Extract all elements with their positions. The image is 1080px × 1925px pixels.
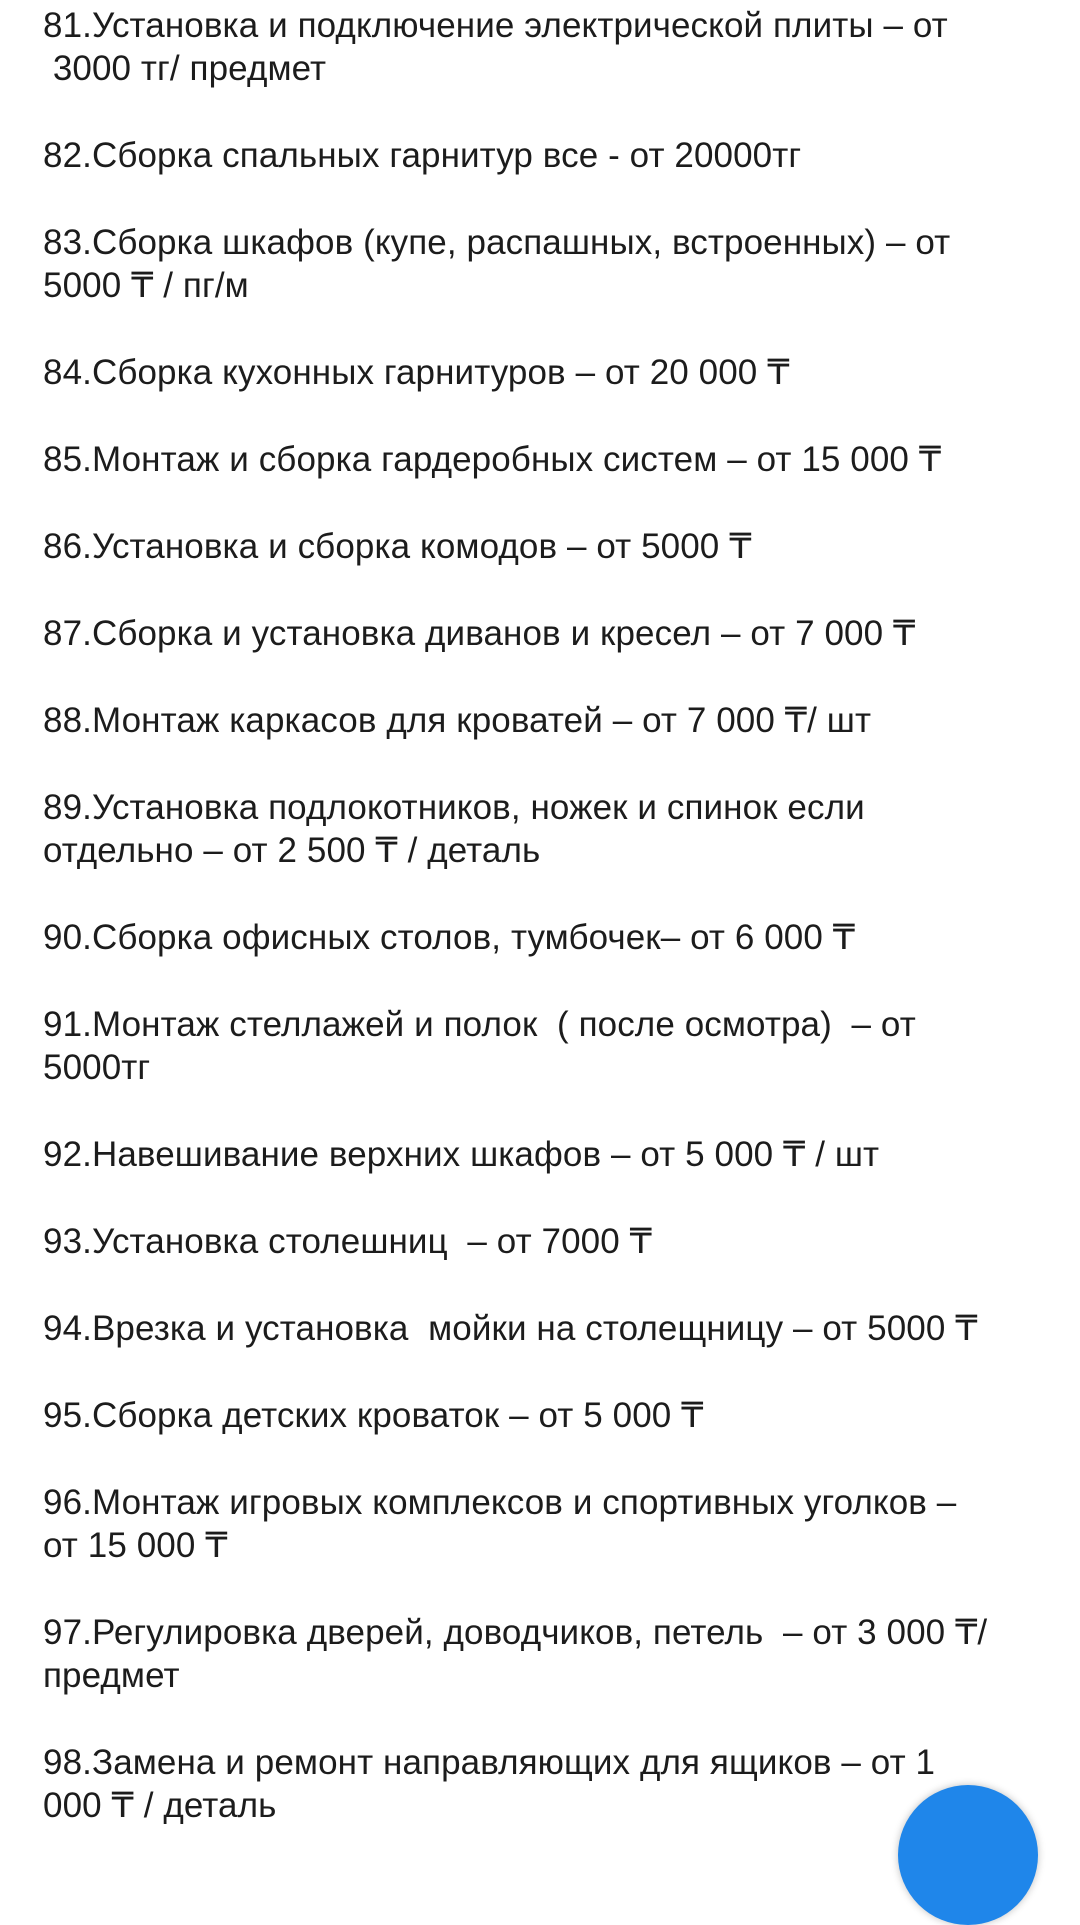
list-item: 98.Замена и ремонт направляющих для ящиков – от 1 000 ₸ / деталь bbox=[43, 1743, 936, 1825]
list-item: 88.Монтаж каркасов для кроватей – от 7 000 ₸/ шт bbox=[43, 701, 872, 740]
list-item: 93.Установка столешниц – от 7000 ₸ bbox=[43, 1222, 652, 1261]
list-item: 95.Сборка детских кроваток – от 5 000 ₸ bbox=[43, 1396, 704, 1435]
list-item: 89.Установка подлокотников, ножек и спинок если отдельно – от 2 500 ₸ / деталь bbox=[43, 788, 865, 870]
list-item: 86.Установка и сборка комодов – от 5000 ₸ bbox=[43, 527, 752, 566]
list-item: 96.Монтаж игровых комплексов и спортивных уголков – от 15 000 ₸ bbox=[43, 1483, 957, 1565]
list-item: 81.Установка и подключение электрической плиты – от 3000 тг/ предмет bbox=[43, 6, 948, 88]
price-list bbox=[43, 4, 1053, 1871]
list-item: 97.Регулировка дверей, доводчиков, петель – от 3 000 ₸/ предмет bbox=[43, 1613, 988, 1695]
list-item: 84.Сборка кухонных гарнитуров – от 20 000 ₸ bbox=[43, 353, 790, 392]
list-item: 94.Врезка и установка мойки на столещницу – от 5000 ₸ bbox=[43, 1309, 978, 1348]
list-item: 92.Навешивание верхних шкафов – от 5 000 ₸ / шт bbox=[43, 1135, 880, 1174]
list-item: 85.Монтаж и сборка гардеробных систем – от 15 000 ₸ bbox=[43, 440, 942, 479]
list-item: 87.Сборка и установка диванов и кресел – от 7 000 ₸ bbox=[43, 614, 916, 653]
list-item: 91.Монтаж стеллажей и полок ( после осмотра) – от 5000тг bbox=[43, 1005, 916, 1087]
list-item: 90.Сборка офисных столов, тумбочек– от 6 000 ₸ bbox=[43, 918, 856, 957]
floating-action-button[interactable] bbox=[898, 1785, 1038, 1925]
list-item: 83.Сборка шкафов (купе, распашных, встроенных) – от 5000 ₸ / пг/м bbox=[43, 223, 951, 305]
list-item: 82.Сборка спальных гарнитур все - от 20000тг bbox=[43, 136, 802, 175]
